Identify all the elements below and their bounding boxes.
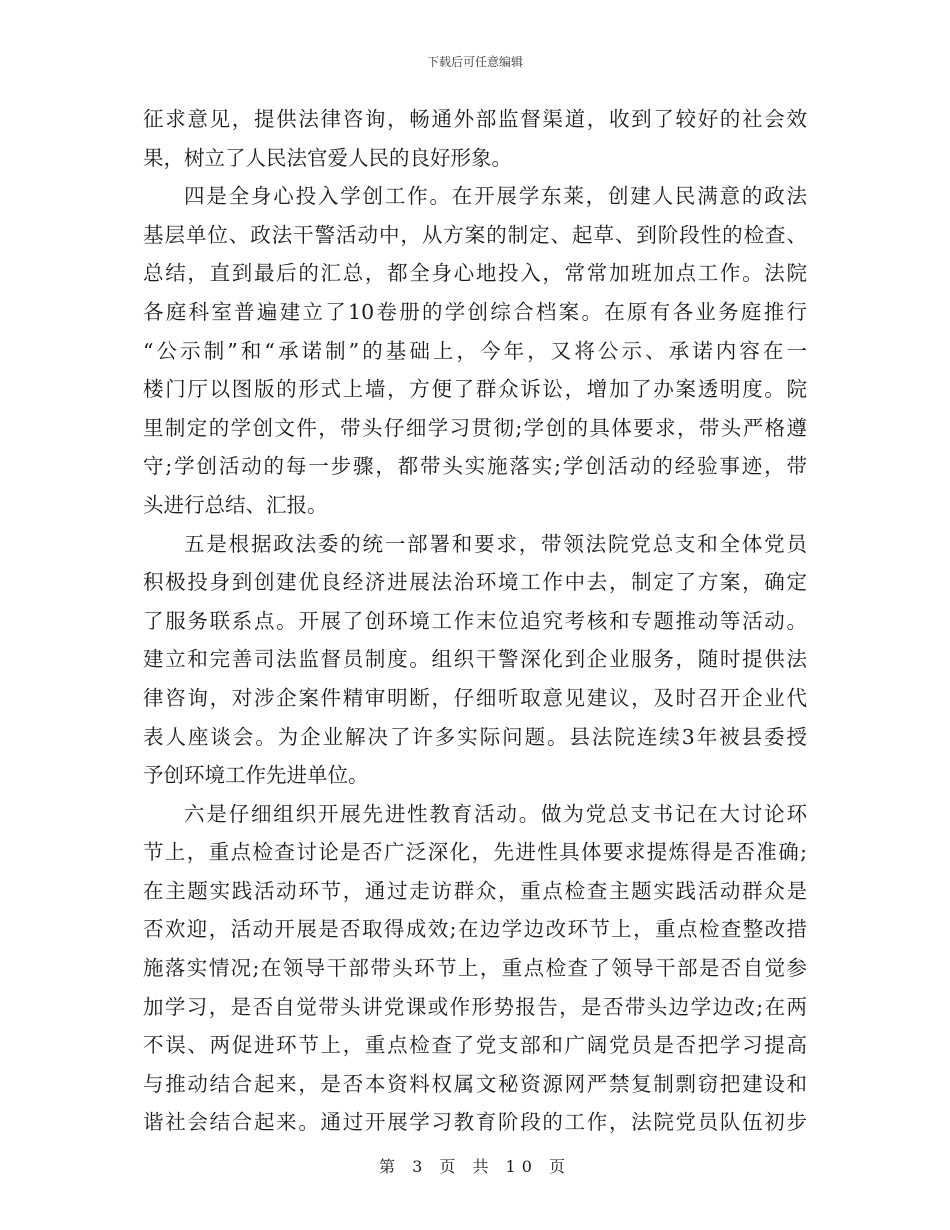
body-line: 表人座谈会。为企业解决了许多实际问题。县法院连续3年被县委授 [143,724,807,749]
body-line: 各庭科室普遍建立了10卷册的学创综合档案。在原有各业务庭推行 [143,299,807,324]
body-line: 基层单位、政法干警活动中，从方案的制定、起草、到阶段性的检查、 [143,222,807,247]
paragraph-start-line: 六是仔细组织开展先进性教育活动。做为党总支书记在大讨论环 [184,801,807,826]
body-line: 果，树立了人民法官爱人民的良好形象。 [143,145,512,170]
page-header-note: 下载后可任意编辑 [426,55,523,69]
body-line: 楼门厅以图版的形式上墙，方便了群众诉讼，增加了办案透明度。院 [143,377,807,402]
paragraph-start-line: 四是全身心投入学创工作。在开展学东莱，创建人民满意的政法 [184,184,807,209]
body-line: 节上，重点检查讨论是否广泛深化，先进性具体要求提炼得是否准确; [143,840,807,865]
body-line: 积极投身到创建优良经济进展法治环境工作中去，制定了方案，确定 [143,570,807,595]
body-line: 不误、两促进环节上，重点检查了党支部和广阔党员是否把学习提高 [143,1033,807,1058]
document-body [143,100,807,1142]
body-line: 加学习，是否自觉带头讲党课或作形势报告，是否带头边学边改;在两 [143,994,807,1019]
body-line: 总结，直到最后的汇总，都全身心地投入，常常加班加点工作。法院 [143,261,807,286]
body-line: 了服务联系点。开展了创环境工作末位追究考核和专题推动等活动。 [143,608,807,633]
body-line: 征求意见，提供法律咨询，畅通外部监督渠道，收到了较好的社会效 [143,107,807,131]
body-line: 在主题实践活动环节，通过走访群众，重点检查主题实践活动群众是 [143,878,807,903]
body-line: 律咨询，对涉企案件精审明断，仔细听取意见建议，及时召开企业代 [143,685,807,710]
body-line: 施落实情况;在领导干部带头环节上，重点检查了领导干部是否自觉参 [143,956,807,981]
body-line: 予创环境工作先进单位。 [143,763,369,788]
body-line: 与推动结合起来，是否本资料权属文秘资源网严禁复制剽窃把建设和 [143,1071,807,1096]
paragraph-start-line: 五是根据政法委的统一部署和要求，带领法院党总支和全体党员 [184,531,807,556]
body-line: 头进行总结、汇报。 [143,492,328,517]
body-line: 否欢迎，活动开展是否取得成效;在边学边改环节上，重点检查整改措 [143,917,807,942]
body-line: 谐社会结合起来。通过开展学习教育阶段的工作，法院党员队伍初步 [143,1110,807,1135]
page-number: 第 3 页 共 10 页 [379,1157,571,1176]
body-line: “公示制”和“承诺制”的基础上，今年，又将公示、承诺内容在一 [143,338,807,363]
body-line: 里制定的学创文件，带头仔细学习贯彻;学创的具体要求，带头严格遵 [143,415,807,440]
body-line: 守;学创活动的每一步骤，都带头实施落实;学创活动的经验事迹，带 [143,454,807,479]
body-line: 建立和完善司法监督员制度。组织干警深化到企业服务，随时提供法 [143,647,807,672]
